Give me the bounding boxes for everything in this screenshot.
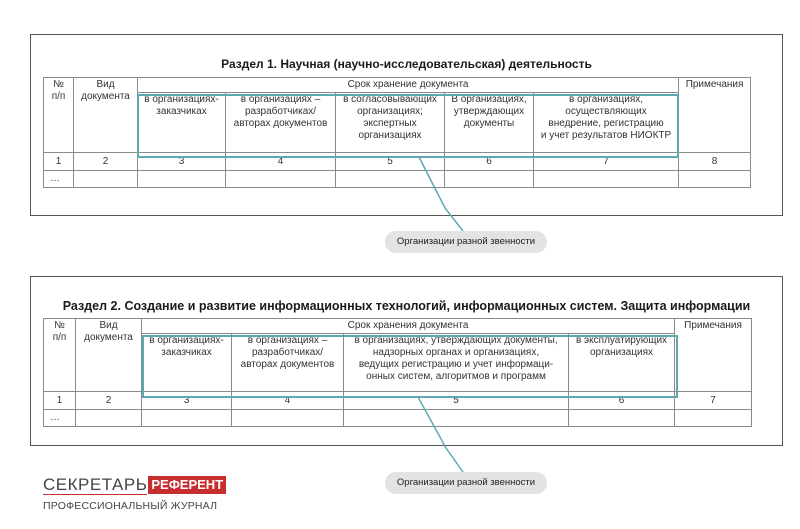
- subcol-developers: в организациях – разработчиках/ авторах документов: [226, 93, 336, 153]
- column-numbers-row: 1 2 3 4 5 6 7 8: [44, 153, 751, 171]
- logo-word-referent: РЕФЕРЕНТ: [148, 476, 226, 494]
- subcol-approving-experts: в согласовывающих организациях; экспертных организациях: [336, 93, 445, 153]
- section-2-table: [43, 318, 752, 427]
- col-doc-type-header: Вид документа: [74, 78, 138, 153]
- section-2-title: Раздел 2. Создание и развитие информационных технологий, информационных систем. Защита информации: [62, 299, 751, 313]
- col-number-header: № п/п: [44, 78, 74, 153]
- ellipsis-row: …: [44, 410, 752, 427]
- logo-subtitle: ПРОФЕССИОНАЛЬНЫЙ ЖУРНАЛ: [43, 500, 218, 512]
- subcol-developers: в организациях – разработчиках/ авторах документов: [232, 334, 344, 392]
- storage-period-header: Срок хранения документа: [142, 319, 675, 334]
- col-number-header: № п/п: [44, 319, 76, 392]
- notes-header: Примечания: [675, 319, 752, 392]
- section-1-table: [43, 77, 751, 188]
- col-doc-type-header: Вид документа: [76, 319, 142, 392]
- subcol-approving-docs: В организациях, утверждающих документы: [445, 93, 534, 153]
- subcol-implementing: в организациях, осуществляющих внедрение, регистрацию и учет результатов НИОКТР: [534, 93, 679, 153]
- magazine-logo: [43, 476, 226, 512]
- ellipsis-row: …: [44, 171, 751, 188]
- subcol-customers: в организациях- заказчиках: [142, 334, 232, 392]
- section-1-title: Раздел 1. Научная (научно-исследовательская) деятельность: [221, 57, 592, 71]
- logo-word-secretary: СЕКРЕТАРЬ: [43, 475, 148, 494]
- callout-label-1: Организации разной звенности: [385, 231, 547, 253]
- section-2-panel: [30, 276, 783, 446]
- notes-header: Примечания: [679, 78, 751, 153]
- subcol-operating: в эксплуатирующих организациях: [569, 334, 675, 392]
- subcol-customers: в организациях- заказчиках: [138, 93, 226, 153]
- callout-label-2: Организации разной звенности: [385, 472, 547, 494]
- storage-period-header: Срок хранение документа: [138, 78, 679, 93]
- section-1-panel: [30, 34, 783, 216]
- subcol-approving-supervisory: в организациях, утверждающих документы, надзорных органах и организациях, ведущих регистрацию и учет информаци- онных систем, алгоритмов и программ: [344, 334, 569, 392]
- column-numbers-row: 1 2 3 4 5 6 7: [44, 392, 752, 410]
